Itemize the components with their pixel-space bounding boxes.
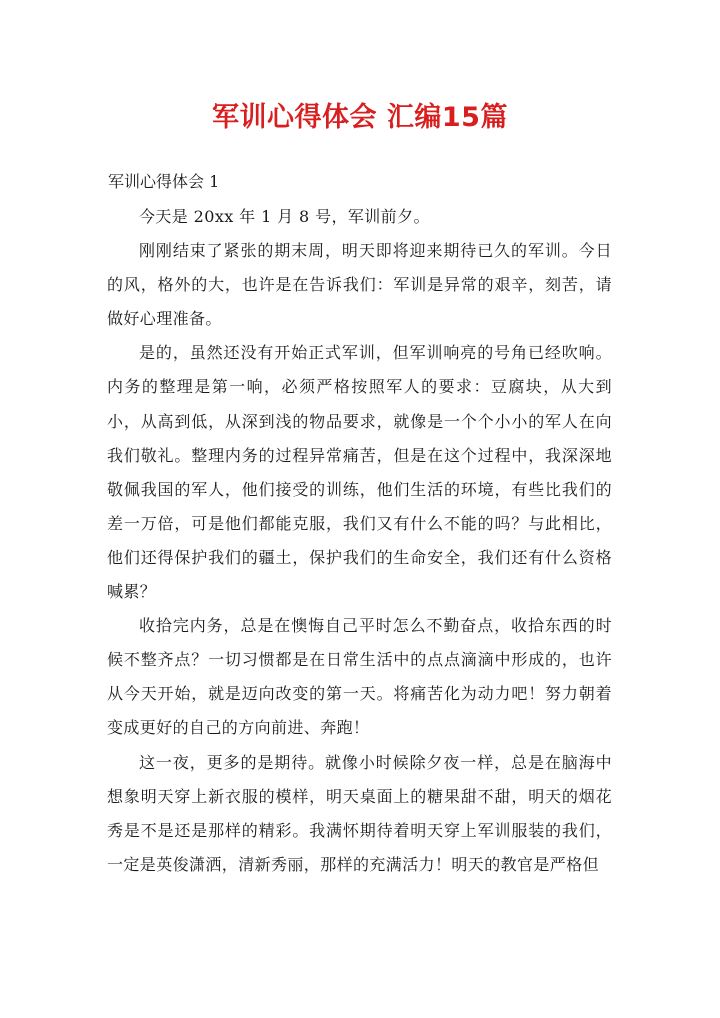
- document-title: 军训心得体会 汇编15篇: [212, 102, 508, 133]
- document-body: [107, 200, 612, 882]
- paragraph: 这一夜，更多的是期待。就像小时候除夕夜一样，总是在脑海中想象明天穿上新衣服的模样，明天桌面上的糖果甜不甜，明天的烟花秀是不是还是那样的精彩。我满怀期待着明天穿上军训服装的我们，一定是英俊潇洒，清新秀丽，那样的充满活力！明天的教官是严格但: [107, 752, 612, 874]
- paragraph: 收拾完内务，总是在懊悔自己平时怎么不勤奋点，收拾东西的时候不整齐点？一切习惯都是在日常生活中的点点滴滴中形成的，也许从今天开始，就是迈向改变的第一天。将痛苦化为动力吧！努力朝着变成更好的自己的方向前进、奔跑！: [107, 616, 612, 738]
- section-heading: 军训心得体会 1: [108, 172, 220, 191]
- paragraph: 刚刚结束了紧张的期末周，明天即将迎来期待已久的军训。今日的风，格外的大，也许是在告诉我们：军训是异常的艰辛，刻苦，请做好心理准备。: [107, 241, 612, 329]
- paragraph: 是的，虽然还没有开始正式军训，但军训响亮的号角已经吹响。内务的整理是第一响，必须严格按照军人的要求：豆腐块，从大到小，从高到低，从深到浅的物品要求，就像是一个个小小的军人在向我们敬礼。整理内务的过程异常痛苦，但是在这个过程中，我深深地敬佩我国的军人，他们接受的训练，他们生活的环境，有些比我们的差一万倍，可是他们都能克服，我们又有什么不能的吗？与此相比，他们还得保护我们的疆土，保护我们的生命安全，我们还有什么资格喊累？: [107, 343, 612, 602]
- paragraph: 今天是 20xx 年 1 月 8 号，军训前夕。: [139, 207, 430, 226]
